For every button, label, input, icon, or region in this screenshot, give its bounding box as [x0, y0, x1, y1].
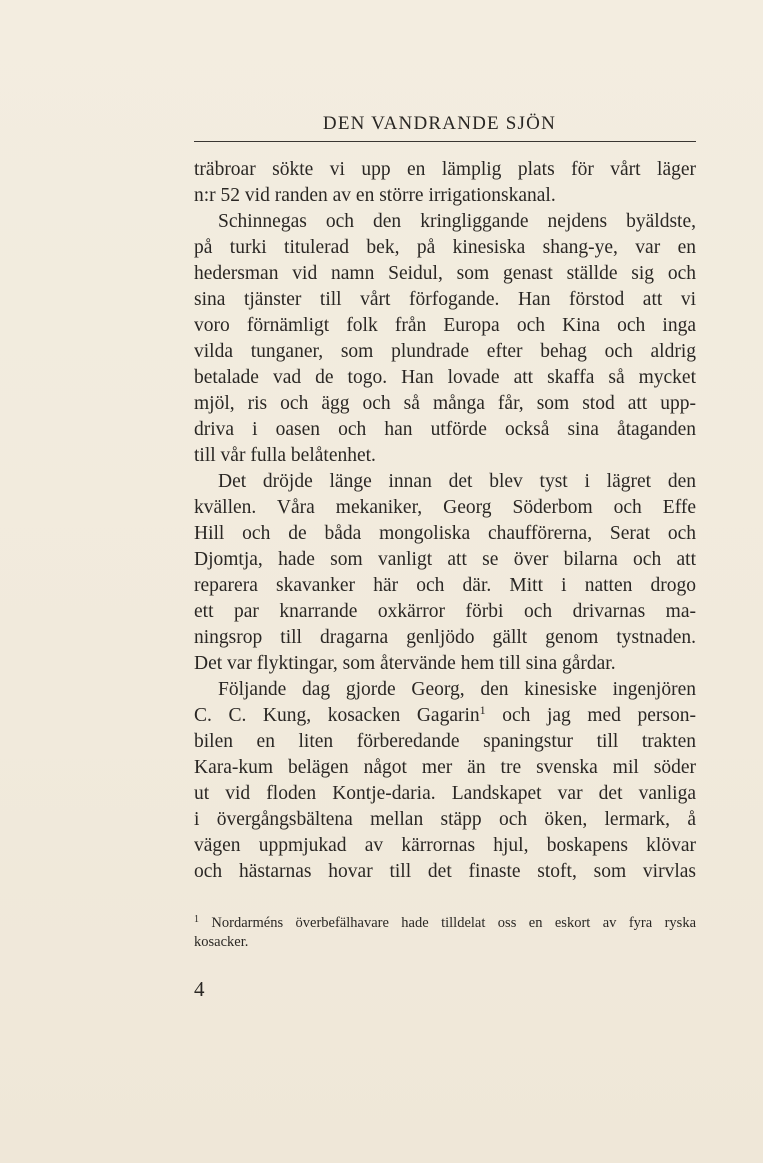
text-line: och hästarnas hovar till det finaste stoft, som virvlas [194, 861, 696, 882]
text-line: på turki titulerad bek, på kinesiska shang-ye, var en [194, 237, 696, 258]
running-head: DEN VANDRANDE SJÖN [322, 113, 556, 134]
text-line: till vår fulla belåtenhet. [194, 445, 376, 466]
text-line: driva i oasen och han utförde också sina åtaganden [194, 419, 696, 440]
text-line: Schinnegas och den kringliggande nejdens byäldste, [218, 211, 696, 232]
footnote [194, 914, 696, 952]
body-text [194, 157, 696, 885]
text-line: vägen uppmjukad av kärrornas hjul, boskapens klövar [194, 835, 696, 856]
text-line: kvällen. Våra mekaniker, Georg Söderbom och Effe [194, 497, 696, 518]
text-line: ut vid floden Kontje-daria. Landskapet var det vanliga [194, 783, 696, 804]
footnote-text: Nordarméns överbefälhavare hade tilldelat oss en eskort av fyra ryska [211, 915, 696, 931]
text-line-with-note [194, 703, 696, 729]
text-line: i övergångsbältena mellan stäpp och öken, lermark, å [194, 809, 696, 830]
text-line: reparera skavanker här och där. Mitt i natten drogo [194, 575, 696, 596]
paragraph [194, 677, 696, 885]
text-line: vilda tunganer, som plundrade efter behag och aldrig [194, 341, 696, 362]
text-run: C. C. Kung, kosacken Gagarin [194, 705, 480, 726]
text-line: betalade vad de togo. Han lovade att skaffa så mycket [194, 367, 696, 388]
page-number: 4 [194, 977, 205, 1001]
footnote-line [194, 914, 696, 933]
text-line: träbroar sökte vi upp en lämplig plats för vårt läger [194, 159, 696, 180]
text-line: Det dröjde länge innan det blev tyst i lägret den [218, 471, 696, 492]
text-line: mjöl, ris och ägg och så många får, som stod att upp- [194, 393, 696, 414]
text-line: Djomtja, hade som vanligt att se över bilarna och att [194, 549, 696, 570]
text-line: Följande dag gjorde Georg, den kinesiske ingenjören [218, 679, 696, 700]
footnote-mark: 1 [194, 914, 199, 925]
footnote-reference[interactable]: 1 [479, 703, 486, 717]
text-line: ett par knarrande oxkärror förbi och drivarnas ma- [194, 601, 696, 622]
text-line: bilen en liten förberedande spaningstur till trakten [194, 731, 696, 752]
paragraph [194, 209, 696, 469]
text-line: Hill och de båda mongoliska chaufförerna, Serat och [194, 523, 696, 544]
text-line: hedersman vid namn Seidul, som genast ställde sig och [194, 263, 696, 284]
text-line: sina tjänster till vårt förfogande. Han förstod att vi [194, 289, 696, 310]
text-line: Kara-kum belägen något mer än tre svenska mil söder [194, 757, 696, 778]
footnote-line: kosacker. [194, 934, 249, 950]
paragraph [194, 157, 696, 209]
text-line: ningsrop till dragarna genljödo gällt genom tystnaden. [194, 627, 696, 648]
header-rule [194, 141, 696, 142]
paragraph [194, 469, 696, 677]
text-line: voro förnämligt folk från Europa och Kina och inga [194, 315, 696, 336]
text-line: n:r 52 vid randen av en större irrigationskanal. [194, 185, 556, 206]
text-line: Det var flyktingar, som återvände hem till sina gårdar. [194, 653, 616, 674]
text-run: och jag med person- [485, 705, 696, 726]
